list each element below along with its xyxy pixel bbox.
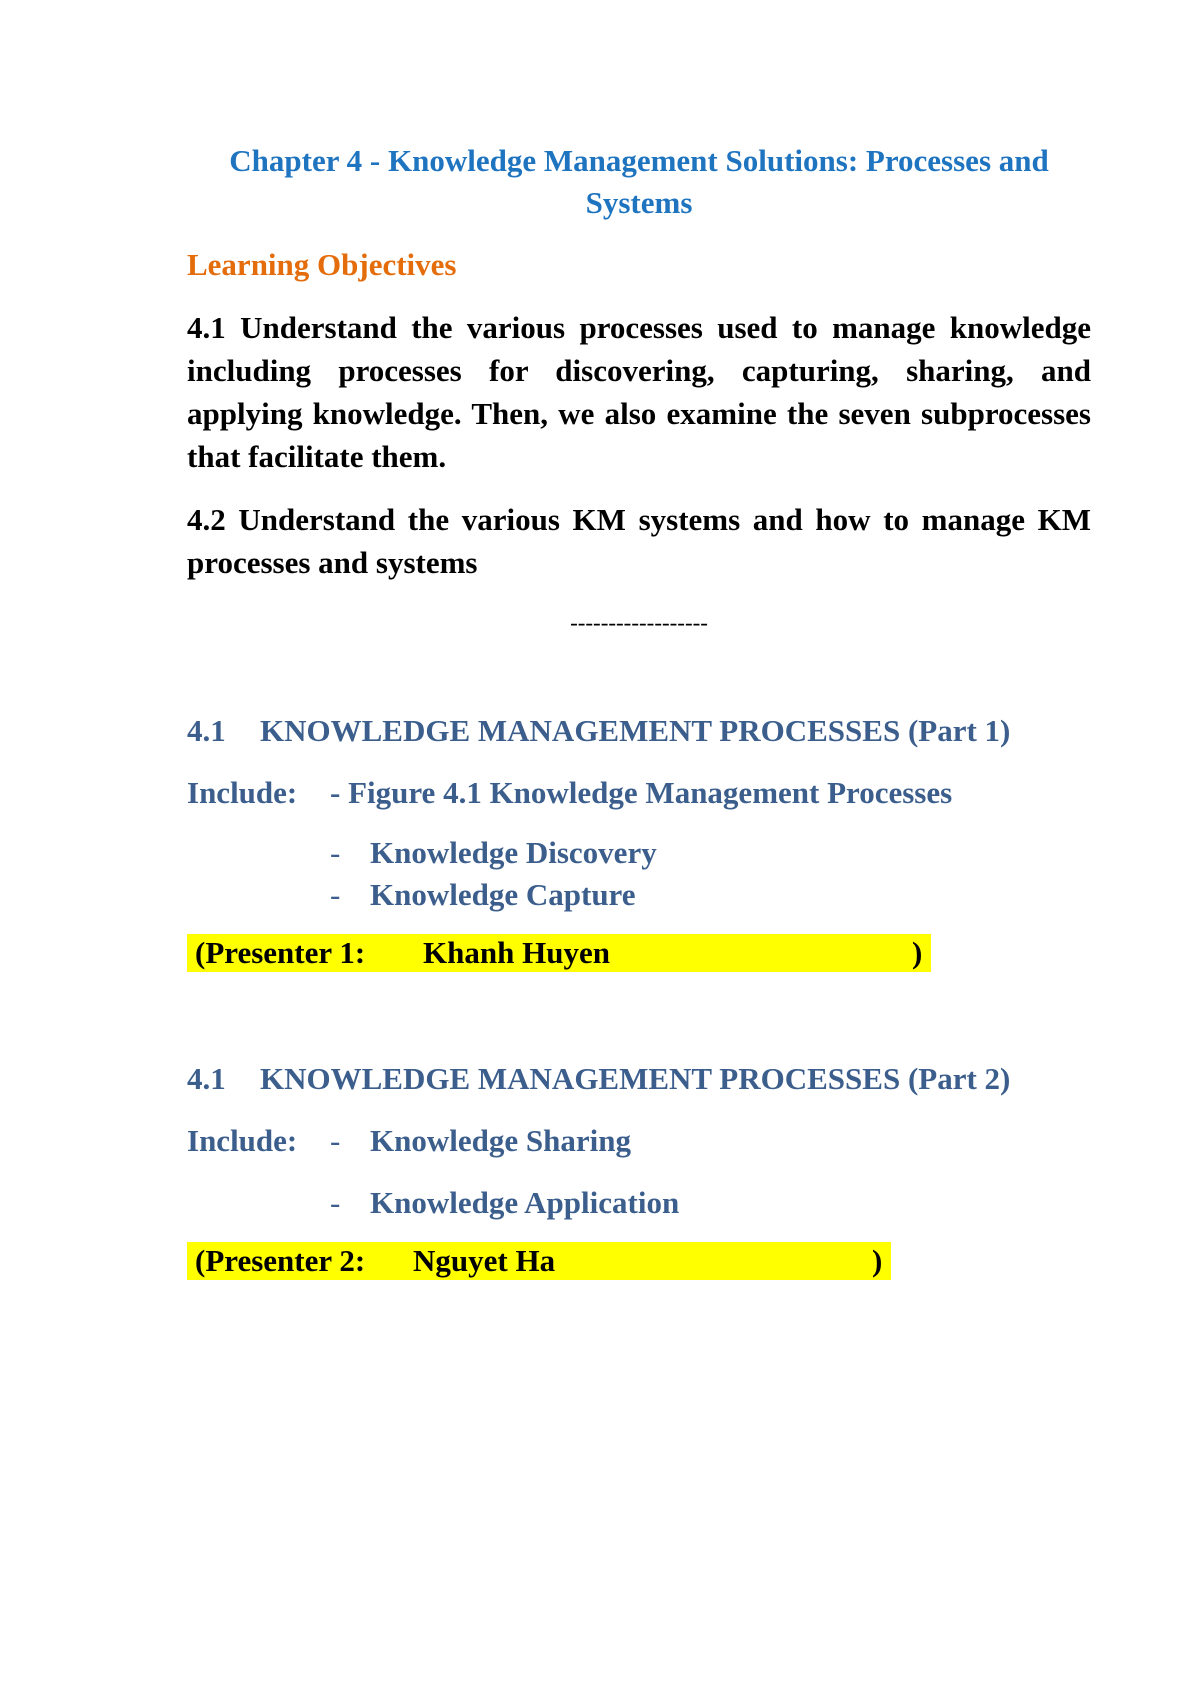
section-part-2 (187, 1058, 1091, 1280)
include-label: Include: (187, 775, 298, 810)
list-item (187, 874, 1091, 916)
section-number: 4.1 (187, 1061, 226, 1096)
list-item-text: Knowledge Application (370, 1185, 680, 1220)
section-heading (187, 710, 1091, 752)
objective-4-1: 4.1 Understand the various processes used to manage knowledge including processes for discovering, capturing, sharing, and applying knowledge. Then, we also examine the seven subprocesses that facilitate them. (187, 310, 1091, 474)
section-part-1 (187, 710, 1091, 972)
include-first-item: Knowledge Sharing (370, 1123, 631, 1158)
presenter-close: ) (872, 1243, 883, 1278)
presenter-name: Khanh Huyen (423, 935, 610, 970)
learning-objectives-heading: Learning Objectives (187, 247, 457, 282)
divider-line: ------------------ (570, 610, 708, 635)
presenter-name: Nguyet Ha (413, 1243, 556, 1278)
objective-4-2: 4.2 Understand the various KM systems and how to manage KM processes and systems (187, 502, 1091, 580)
list-dash: - (330, 835, 341, 870)
presenter-2-highlight (187, 1242, 891, 1280)
presenter-label: (Presenter 2: (195, 1243, 366, 1278)
list-dash: - (330, 877, 341, 912)
presenter-label: (Presenter 1: (195, 935, 366, 970)
presenter-close: ) (912, 935, 923, 970)
document-content (187, 140, 1091, 1280)
include-line (187, 1120, 1091, 1162)
section-title: KNOWLEDGE MANAGEMENT PROCESSES (Part 1) (260, 713, 1011, 748)
list-dash: - (330, 1123, 341, 1158)
list-dash: - (330, 1185, 341, 1220)
include-label: Include: (187, 1123, 298, 1158)
list-item-text: Knowledge Discovery (370, 835, 657, 870)
chapter-title: Chapter 4 - Knowledge Management Solutions: Processes and Systems (229, 143, 1049, 220)
include-first-item: - Figure 4.1 Knowledge Management Processes (330, 775, 953, 810)
section-title: KNOWLEDGE MANAGEMENT PROCESSES (Part 2) (260, 1061, 1011, 1096)
list-item (187, 1182, 1091, 1224)
list-item-text: Knowledge Capture (370, 877, 636, 912)
section-number: 4.1 (187, 713, 226, 748)
section-heading (187, 1058, 1091, 1100)
include-line (187, 772, 1091, 814)
presenter-1-highlight (187, 934, 931, 972)
list-item (187, 832, 1091, 874)
